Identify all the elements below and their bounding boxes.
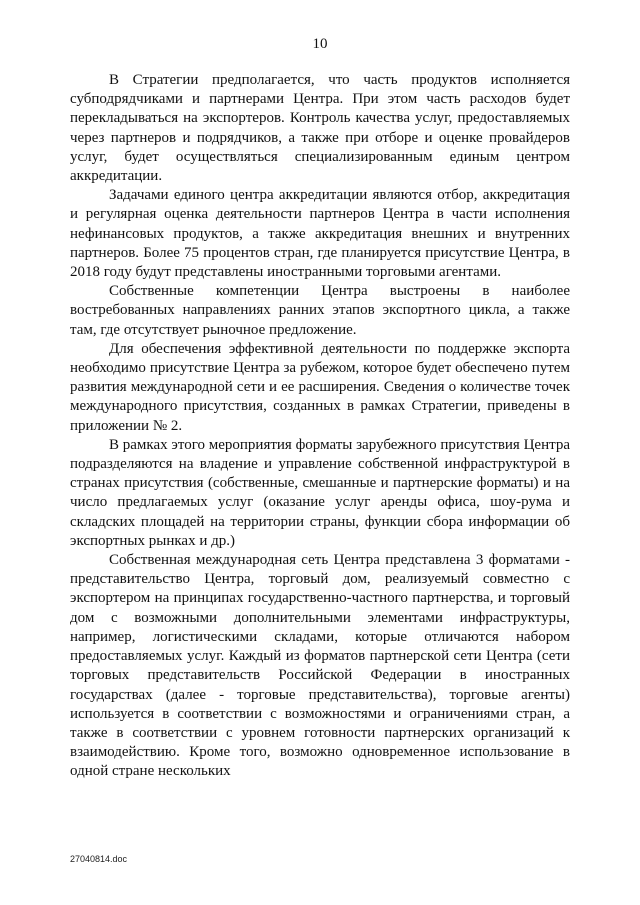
paragraph-foreign-presence: Для обеспечения эффективной деятельности по поддержке экспорта необходимо присутствие Центра за рубежом, которое будет обеспечено путем развития международной сети и ее расширения. Сведения о количестве точек международного присутствия, созданных в рамках Стратегии, приведены в приложении № 2. [70, 340, 570, 434]
document-body [70, 71, 570, 782]
file-name-footer: 27040814.doc [70, 854, 128, 864]
paragraph-own-competencies: Собственные компетенции Центра выстроены в наиболее востребованных направлениях ранних этапов экспортного цикла, а также там, где отсутствует рыночное предложение. [70, 283, 570, 338]
paragraph-international-network: Собственная международная сеть Центра представлена 3 форматами - представительство Центра, торговый дом, реализуемый совместно с экспортером на принципах государственно-частного партнерства, и торговый дом с возможными дополнительными элементами инфраструктуры, например, логистическими складами, которые отличаются набором предоставляемых услуг. Каждый из форматов партнерской сети Центра (сети торговых представительств Российской Федерации в иностранных государствах (далее - торговые представительства), торговые агенты) используется в соответствии с возможностями и ограничениями стран, а также в соответствии с уровнем готовности партнерских организаций к взаимодействию. Кроме того, возможно одновременное использование в одной стране нескольких [70, 552, 570, 780]
paragraph-strategy-subcontractors: В Стратегии предполагается, что часть продуктов исполняется субподрядчиками и партнерами Центра. При этом часть расходов будет перекладываться на экспортеров. Контроль качества услуг, предоставляемых через партнеров и подрядчиков, а также при отборе и оценке провайдеров услуг, будет осуществляться специализированным единым центром аккредитации. [70, 72, 570, 185]
page-number: 10 [312, 36, 328, 52]
paragraph-presence-formats: В рамках этого мероприятия форматы зарубежного присутствия Центра подразделяются на владение и управление собственной инфраструктурой в странах присутствия (собственные, смешанные и партнерские форматы) и на число предлагаемых услуг (оказание услуг аренды офиса, шоу-рума и складских площадей на территории страны, функции сбора информации об экспортных рынках и др.) [70, 436, 570, 549]
paragraph-accreditation-center-tasks: Задачами единого центра аккредитации являются отбор, аккредитация и регулярная оценка деятельности партнеров Центра в части исполнения нефинансовых продуктов, а также аккредитация внешних и внутренних партнеров. Более 75 процентов стран, где планируется присутствие Центра, в 2018 году будут представлены иностранными торговыми агентами. [70, 187, 570, 281]
